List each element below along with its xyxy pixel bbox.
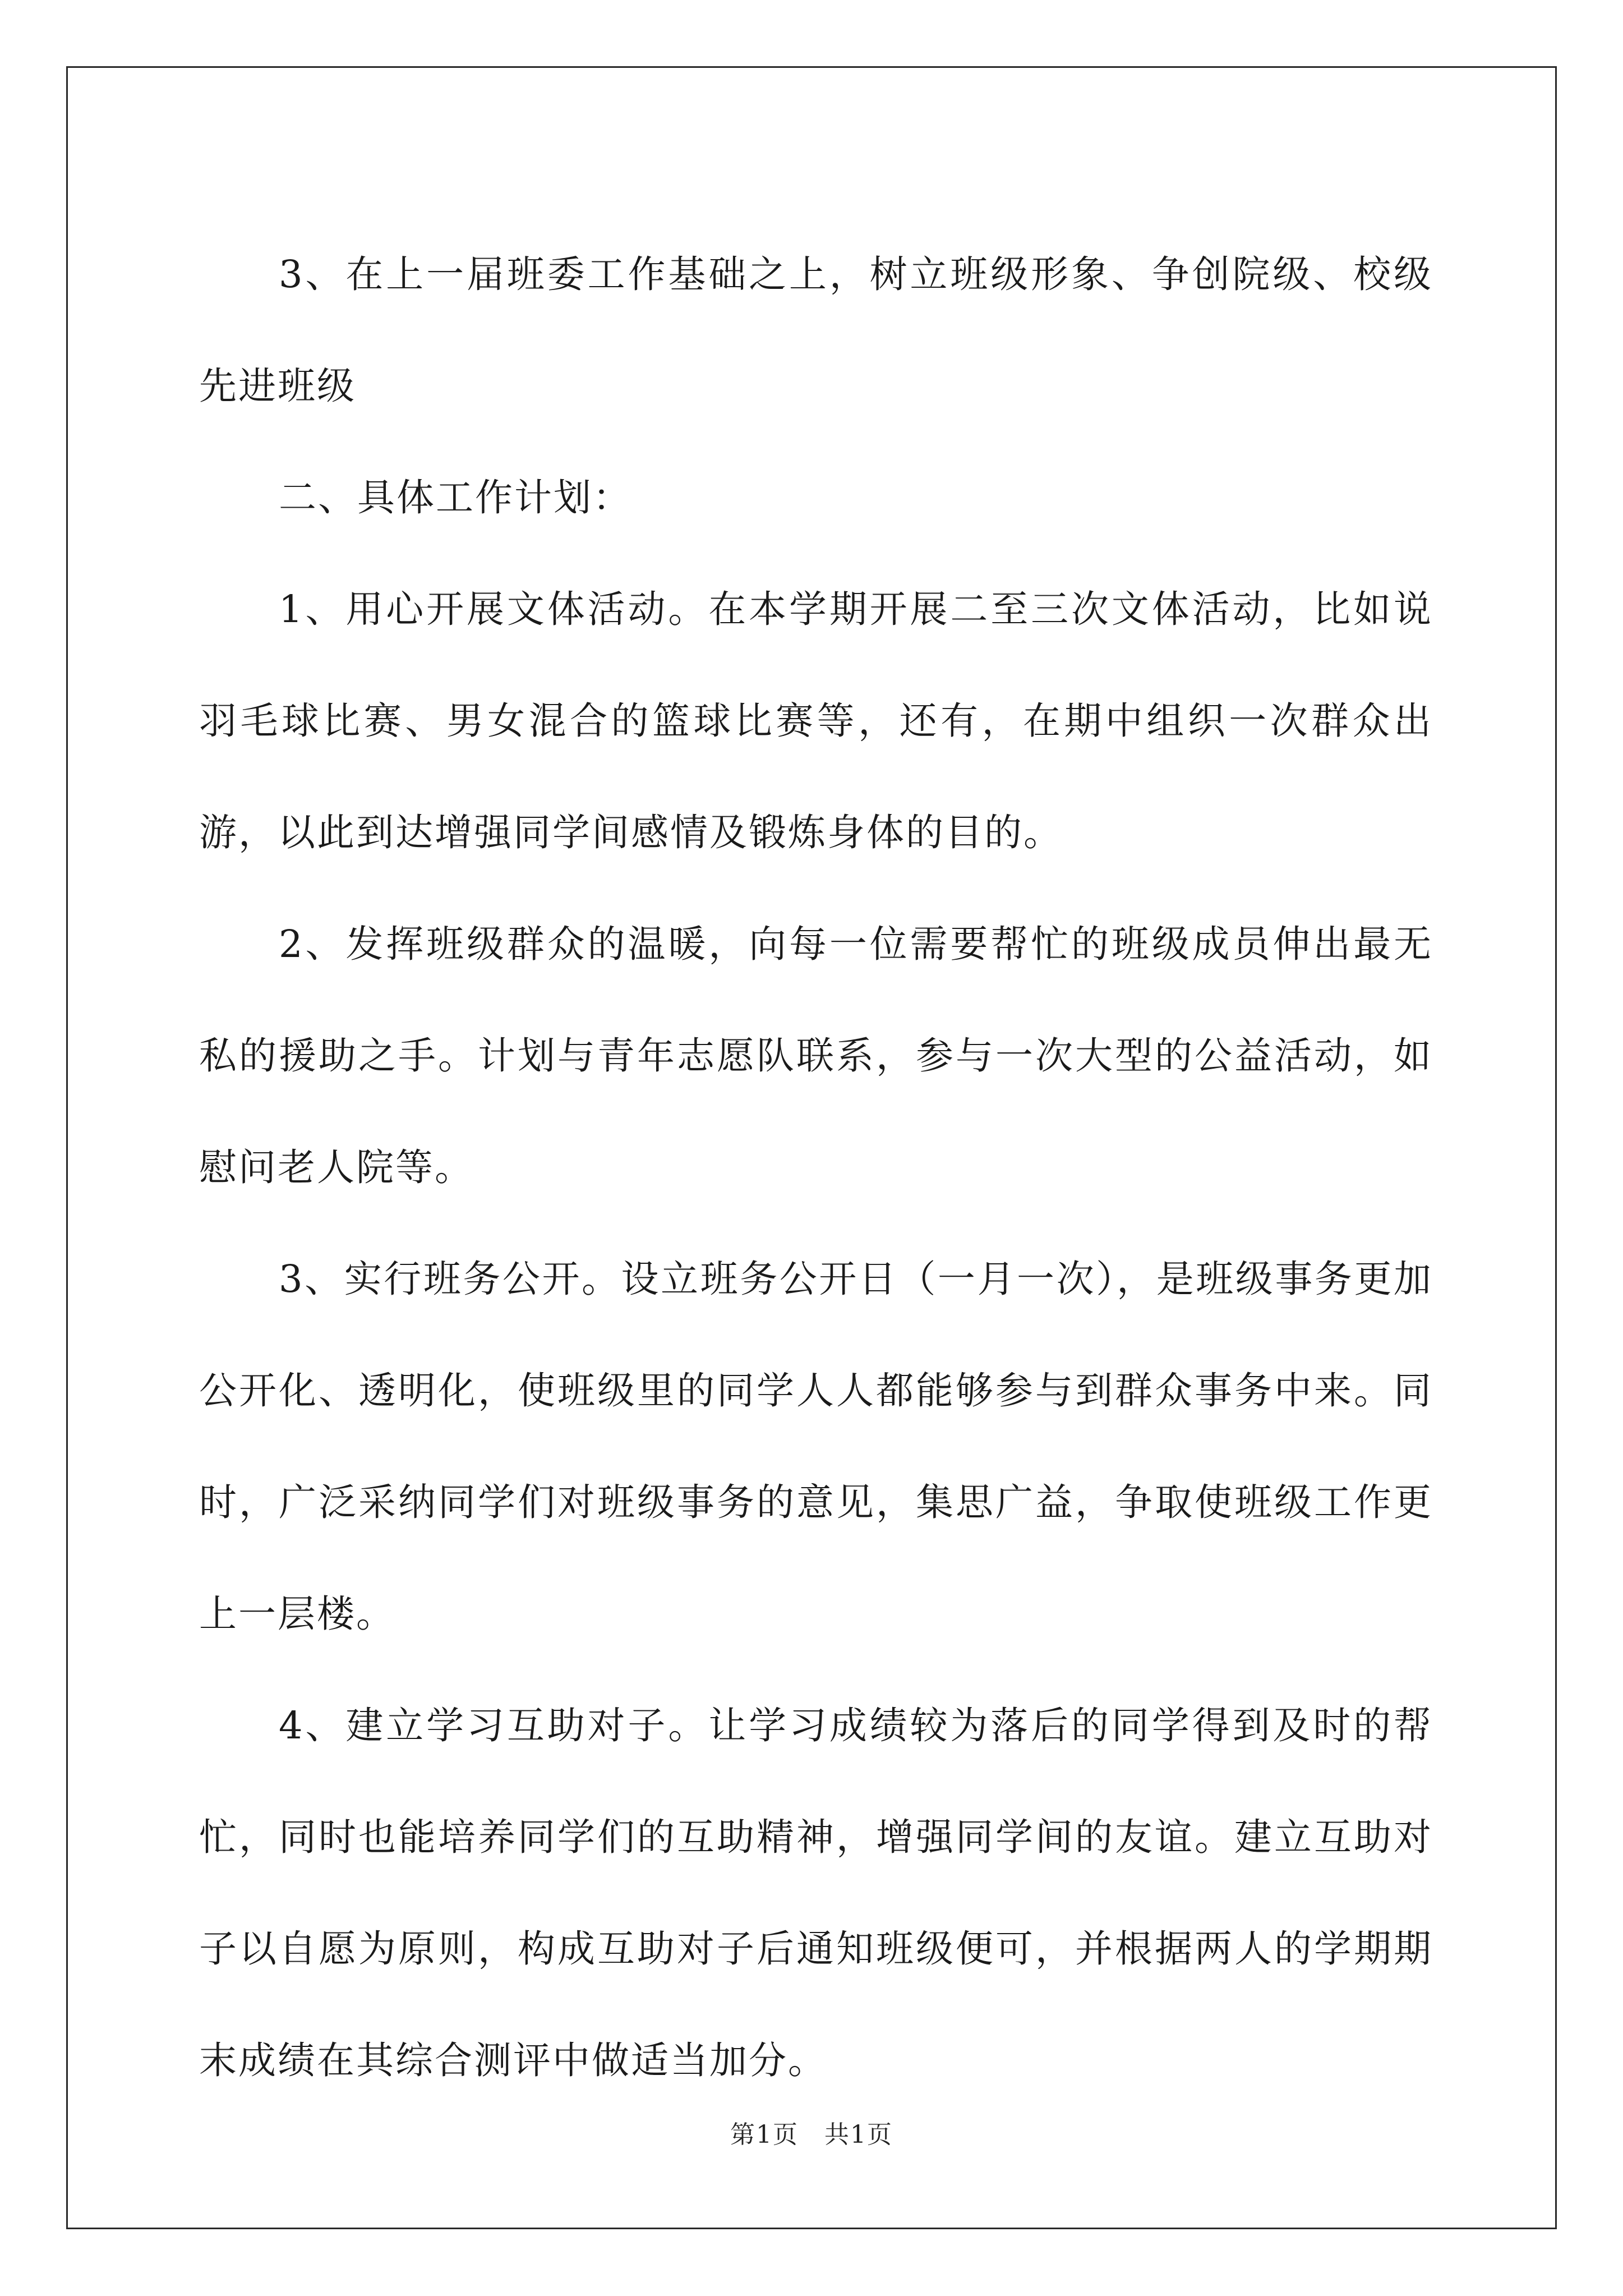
section-heading-work-plan: 二、具体工作计划： <box>279 476 632 519</box>
paragraph-study-pairs: 4、建立学习互助对子。让学习成绩较为落后的同学得到及时的帮忙，同时也能培养同学们的互助精神，增强同学间的友谊。建立互助对子以自愿为原则，构成互助对子后通知班级便可，并根据两人的学期期末成绩在其综合测评中做适当加分。 <box>199 1704 1433 2082</box>
paragraph-class-warmth: 2、发挥班级群众的温暖，向每一位需要帮忙的班级成员伸出最无私的援助之手。计划与青年志愿队联系，参与一次大型的公益活动，如慰问老人院等。 <box>199 922 1433 1189</box>
page-number: 第1页 共1页 <box>730 2120 893 2149</box>
paragraph-class-goal: 3、在上一届班委工作基础之上，树立班级形象、争创院级、校级先进班级 <box>199 252 1433 408</box>
document-body <box>199 219 1433 2116</box>
paragraph-sports-activities: 1、用心开展文体活动。在本学期开展二至三次文体活动，比如说羽毛球比赛、男女混合的篮球比赛等，还有，在期中组织一次群众出游，以此到达增强同学间感情及锻炼身体的目的。 <box>199 587 1433 854</box>
paragraph-affairs-open: 3、实行班务公开。设立班务公开日（一月一次），是班级事务更加公开化、透明化，使班级里的同学人人都能够参与到群众事务中来。同时，广泛采纳同学们对班级事务的意见，集思广益，争取使班级工作更上一层楼。 <box>199 1257 1433 1636</box>
